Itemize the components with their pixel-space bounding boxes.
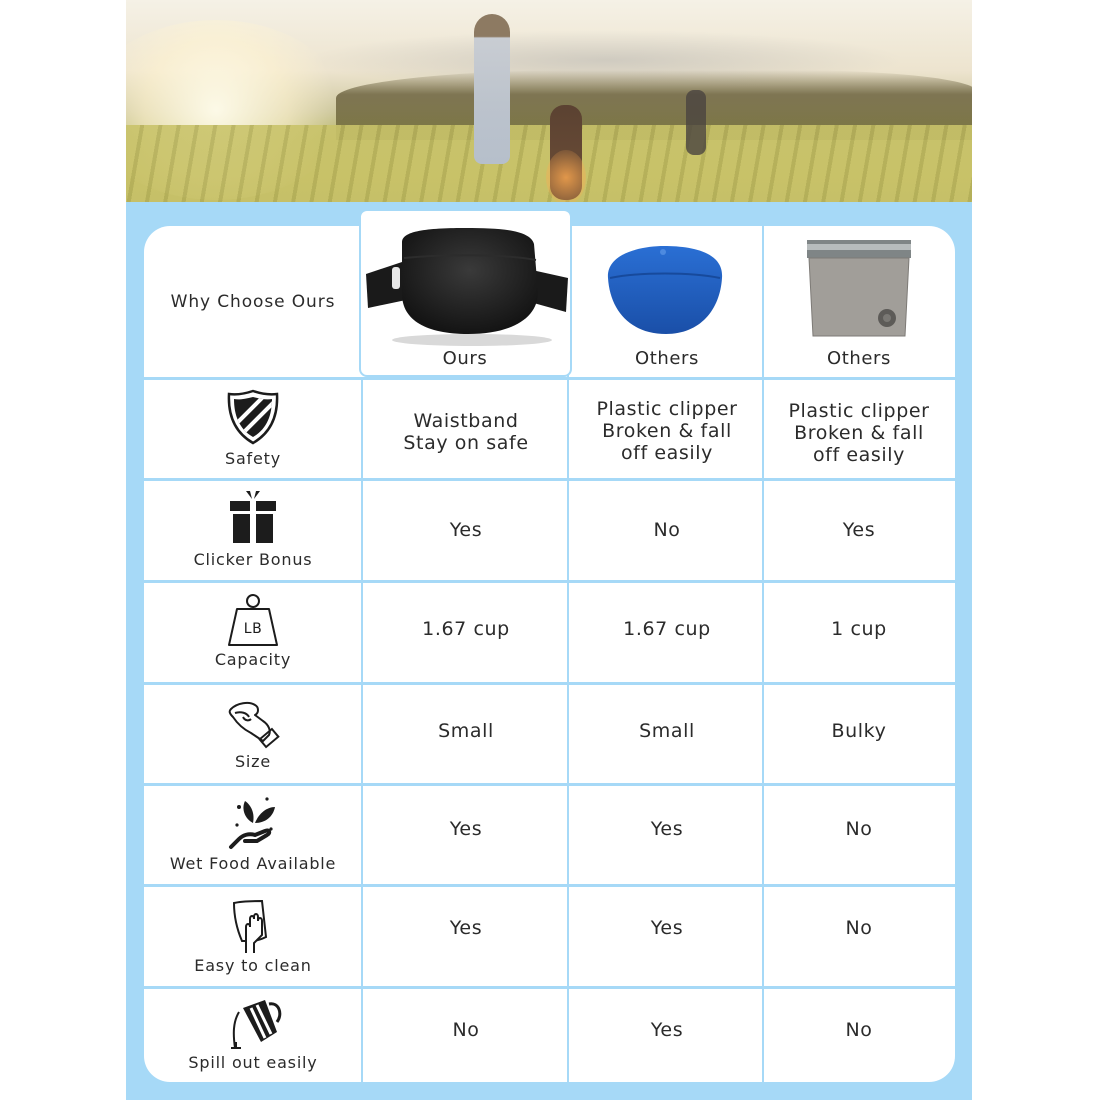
gray-fabric-bag-image bbox=[805, 240, 913, 340]
gift-icon bbox=[228, 489, 278, 545]
blue-silicone-pouch-image bbox=[600, 240, 730, 340]
wipe-hand-icon bbox=[228, 897, 278, 955]
feature-cell-capacity: LB Capacity bbox=[144, 583, 362, 681]
feature-cell-spill-out: Spill out easily bbox=[144, 989, 362, 1082]
value-cell: No bbox=[845, 818, 873, 840]
lens-flare bbox=[546, 150, 586, 202]
column-header-others-1: Others bbox=[634, 348, 700, 369]
value-cell: Plastic clipper Broken & fall off easily bbox=[788, 400, 930, 466]
value-cell: Yes bbox=[650, 917, 684, 939]
value-cell: Yes bbox=[650, 1019, 684, 1041]
svg-text:LB: LB bbox=[243, 621, 263, 637]
shield-icon bbox=[226, 388, 280, 446]
spilling-cup-icon bbox=[221, 998, 285, 1052]
value-cell: No bbox=[452, 1019, 480, 1041]
value-cell: Yes bbox=[842, 519, 876, 541]
value-cell: Plastic clipper Broken & fall off easily bbox=[596, 398, 738, 464]
hero-photo bbox=[126, 0, 972, 202]
column-header-ours: Ours bbox=[442, 348, 488, 369]
black-waist-pouch-image bbox=[362, 222, 570, 347]
value-cell: Waistband Stay on safe bbox=[403, 410, 529, 454]
feature-cell-safety: Safety bbox=[144, 380, 362, 478]
value-cell: Yes bbox=[650, 818, 684, 840]
value-cell: Small bbox=[438, 720, 494, 742]
value-cell: No bbox=[845, 1019, 873, 1041]
value-cell: Bulky bbox=[831, 720, 887, 742]
feature-cell-clicker-bonus: Clicker Bonus bbox=[144, 481, 362, 579]
value-cell: 1.67 cup bbox=[422, 618, 510, 640]
value-cell: Yes bbox=[449, 818, 483, 840]
feature-cell-size: Size bbox=[144, 685, 362, 783]
value-cell: No bbox=[653, 519, 681, 541]
column-header-others-2: Others bbox=[826, 348, 892, 369]
table-title bbox=[144, 226, 362, 378]
pinch-hand-icon bbox=[223, 695, 283, 751]
value-cell: No bbox=[845, 917, 873, 939]
hand-plant-icon bbox=[223, 795, 283, 853]
feature-cell-wet-food: Wet Food Available bbox=[144, 786, 362, 884]
value-cell: Small bbox=[639, 720, 695, 742]
value-cell: 1 cup bbox=[831, 618, 887, 640]
running-girl bbox=[474, 14, 510, 164]
weight-lb-icon bbox=[223, 593, 283, 649]
value-cell: Yes bbox=[449, 519, 483, 541]
feature-cell-easy-to-clean: Easy to clean bbox=[144, 887, 362, 986]
value-cell: 1.67 cup bbox=[623, 618, 711, 640]
person-background bbox=[686, 90, 706, 155]
value-cell: Yes bbox=[449, 917, 483, 939]
table-title-text: Why Choose Ours bbox=[170, 292, 336, 312]
